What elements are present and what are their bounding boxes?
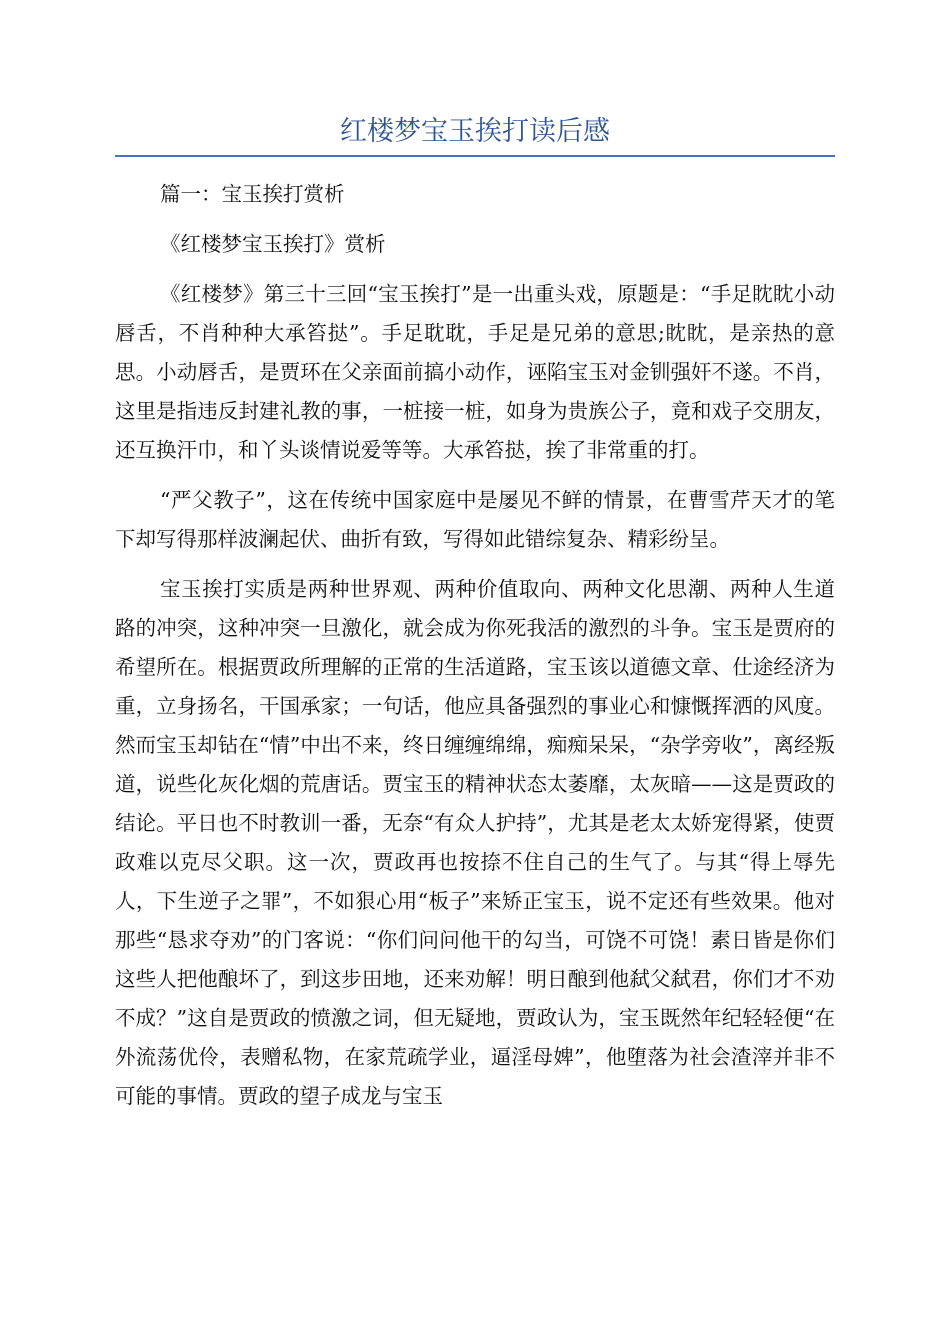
document-title: 红楼梦宝玉挨打读后感	[340, 116, 610, 147]
paragraph-subtitle: 《红楼梦宝玉挨打》赏析	[160, 232, 386, 256]
document-body	[115, 175, 835, 1116]
paragraph-body-1: 《红楼梦》第三十三回“宝玉挨打”是一出重头戏，原题是：“手足眈眈小动唇舌，不肖种种大承笞挞”。手足耽耽，手足是兄弟的意思;眈眈，是亲热的意思。小动唇舌，是贾环在父亲面前搞小动作，诬陷宝玉对金钏强奸不遂。不肖，这里是指违反封建礼教的事，一桩接一桩，如身为贵族公子，竟和戏子交朋友，还互换汗巾，和丫头谈情说爱等等。大承笞挞，挨了非常重的打。	[115, 282, 835, 462]
paragraph-body-2: “严父教子”，这在传统中国家庭中是屡见不鲜的情景，在曹雪芹天才的笔下却写得那样波澜起伏、曲折有致，写得如此错综复杂、精彩纷呈。	[115, 488, 835, 551]
paragraph-section-heading: 篇一：宝玉挨打赏析	[160, 182, 345, 206]
title-underline	[115, 155, 835, 157]
paragraph-body-3: 宝玉挨打实质是两种世界观、两种价值取向、两种文化思潮、两种人生道路的冲突，这种冲突一旦激化，就会成为你死我活的激烈的斗争。宝玉是贾府的希望所在。根据贾政所理解的正常的生活道路，宝玉该以道德文章、仕途经济为重，立身扬名，干国承家；一句话，他应具备强烈的事业心和慷慨挥洒的风度。然而宝玉却钻在“情”中出不来，终日缠缠绵绵，痴痴呆呆，“杂学旁收”，离经叛道，说些化灰化烟的荒唐话。贾宝玉的精神状态太萎靡，太灰暗——这是贾政的结论。平日也不时教训一番，无奈“有众人护持”，尤其是老太太娇宠得紧，使贾政难以克尽父职。这一次，贾政再也按捺不住自己的生气了。与其“得上辱先人，下生逆子之罪”，不如狠心用“板子”来矫正宝玉，说不定还有些效果。他对那些“恳求夺劝”的门客说：“你们问问他干的勾当，可饶不可饶！素日皆是你们这些人把他酿坏了，到这步田地，还来劝解！明日酿到他弑父弑君，你们才不劝不成？”这自是贾政的愤激之词，但无疑地，贾政认为，宝玉既然年纪轻轻便“在外流荡优伶，表赠私物，在家荒疏学业，逼淫母婢”，他堕落为社会渣滓并非不可能的事情。贾政的望子成龙与宝玉	[115, 577, 835, 1108]
